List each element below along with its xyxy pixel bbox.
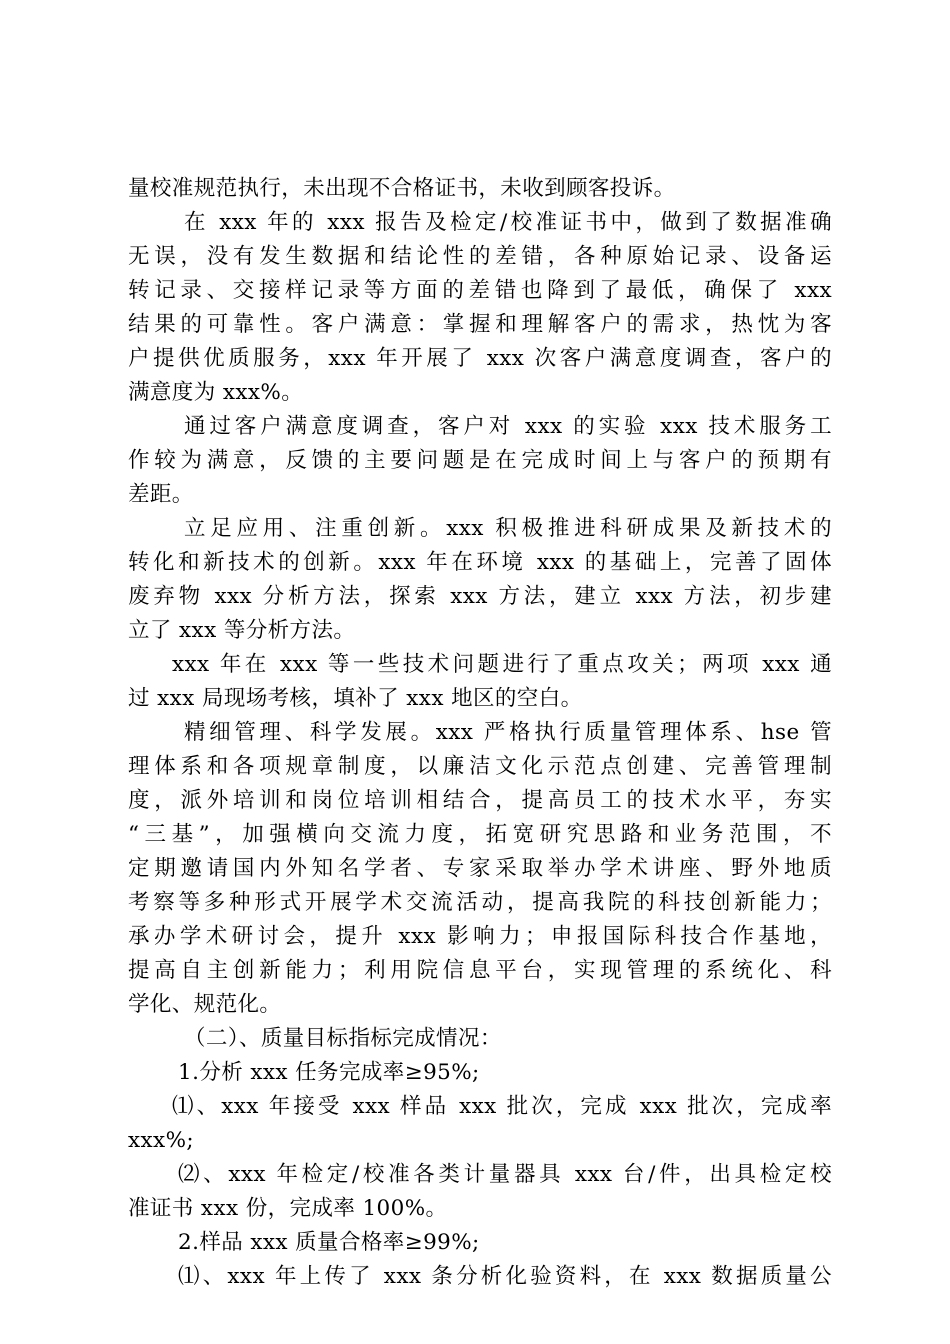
text-line: 在 xxx 年的 xxx 报告及检定/校准证书中，做到了数据准确 bbox=[184, 210, 832, 235]
text-line: xxx%; bbox=[128, 1128, 195, 1153]
text-line: 定期邀请国内外知名学者、专家采取举办学术讲座、野外地质 bbox=[128, 856, 832, 881]
text-line: 转记录、交接样记录等方面的差错也降到了最低，确保了 xxx bbox=[128, 278, 832, 303]
text-line: 转化和新技术的创新。xxx 年在环境 xxx 的基础上，完善了固体 bbox=[128, 550, 832, 575]
text-line: 过 xxx 局现场考核，填补了 xxx 地区的空白。 bbox=[128, 686, 583, 711]
text-line: 学化、规范化。 bbox=[128, 992, 282, 1017]
text-line: xxx 年在 xxx 等一些技术问题进行了重点攻关；两项 xxx 通 bbox=[172, 652, 832, 677]
text-line: 废弃物 xxx 分析方法，探索 xxx 方法，建立 xxx 方法，初步建 bbox=[128, 584, 832, 609]
text-line: 立了 xxx 等分析方法。 bbox=[128, 618, 356, 643]
text-line: 2.样品 xxx 质量合格率≥99%; bbox=[178, 1230, 480, 1255]
text-line: ⑴、xxx 年上传了 xxx 条分析化验资料，在 xxx 数据质量公 bbox=[178, 1264, 832, 1289]
text-line: 量校准规范执行，未出现不合格证书，未收到顾客投诉。 bbox=[128, 176, 676, 201]
text-line: 户提供优质服务，xxx 年开展了 xxx 次客户满意度调查，客户的 bbox=[128, 346, 832, 371]
text-line: 通过客户满意度调查，客户对 xxx 的实验 xxx 技术服务工 bbox=[184, 414, 832, 439]
text-line: 差距。 bbox=[128, 482, 194, 507]
text-line: 承办学术研讨会，提升 xxx 影响力；申报国际科技合作基地， bbox=[128, 924, 832, 949]
document-body bbox=[128, 172, 832, 1294]
text-line: 度，派外培训和岗位培训相结合，提高员工的技术水平，夯实 bbox=[128, 788, 832, 813]
text-line: 理体系和各项规章制度，以廉洁文化示范点创建、完善管理制 bbox=[128, 754, 832, 779]
text-line: 满意度为 xxx%。 bbox=[128, 380, 304, 405]
text-line: “三基”，加强横向交流力度，拓宽研究思路和业务范围，不 bbox=[128, 822, 832, 847]
text-line: 无误，没有发生数据和结论性的差错，各种原始记录、设备运 bbox=[128, 244, 832, 269]
text-line: 准证书 xxx 份，完成率 100%。 bbox=[128, 1196, 448, 1221]
text-line: ⑴、xxx 年接受 xxx 样品 xxx 批次，完成 xxx 批次，完成率 bbox=[172, 1094, 832, 1119]
text-line: 作较为满意，反馈的主要问题是在完成时间上与客户的预期有 bbox=[128, 448, 832, 473]
text-line: ⑵、xxx 年检定/校准各类计量器具 xxx 台/件，出具检定校 bbox=[178, 1162, 832, 1187]
text-line: 结果的可靠性。客户满意：掌握和理解客户的需求，热忱为客 bbox=[128, 312, 832, 337]
text-line: （二）、质量目标指标完成情况： bbox=[184, 1026, 502, 1051]
text-line: 考察等多种形式开展学术交流活动，提高我院的科技创新能力； bbox=[128, 890, 832, 915]
text-line: 立足应用、注重创新。xxx 积极推进科研成果及新技术的 bbox=[184, 516, 832, 541]
text-line: 1.分析 xxx 任务完成率≥95%; bbox=[178, 1060, 480, 1085]
text-line: 提高自主创新能力；利用院信息平台，实现管理的系统化、科 bbox=[128, 958, 832, 983]
text-line: 精细管理、科学发展。xxx 严格执行质量管理体系、hse 管 bbox=[184, 720, 832, 745]
